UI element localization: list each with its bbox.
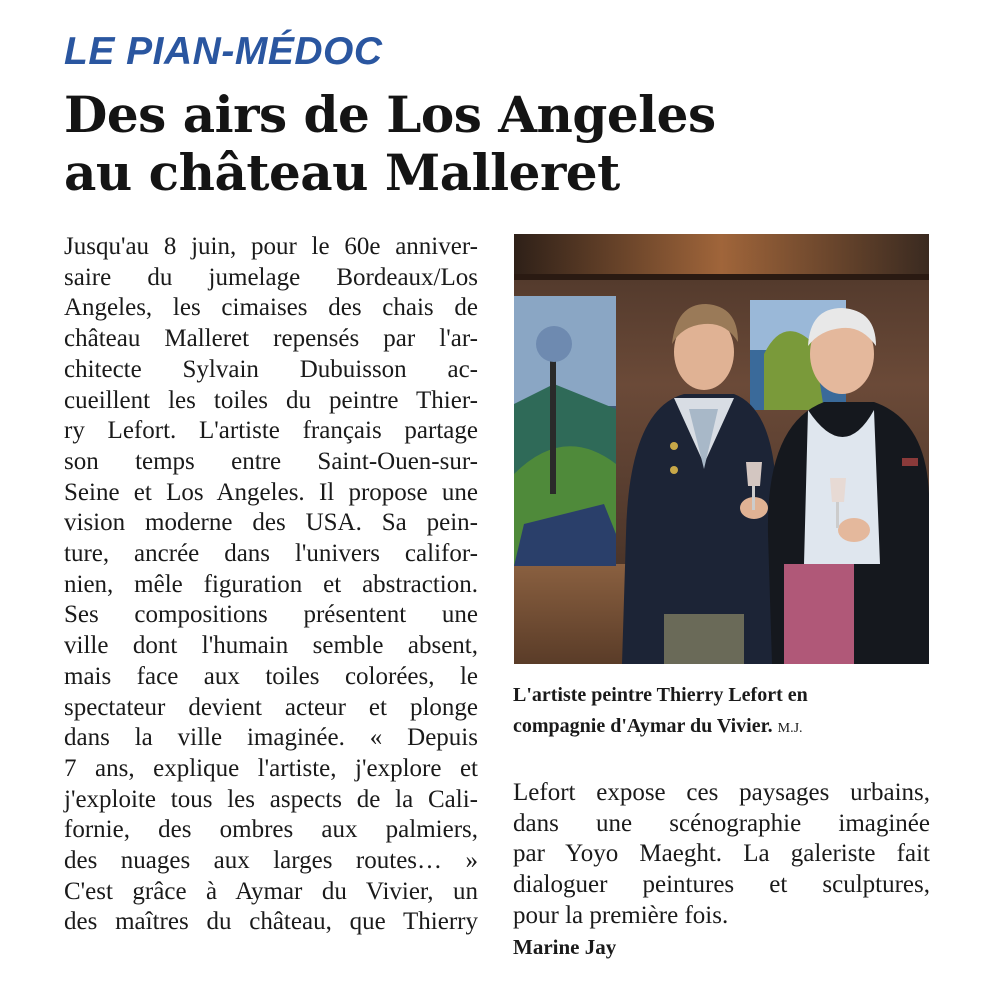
body-line: ture, ancrée dans l'univers califor- [64, 540, 478, 568]
body-line: cueillent les toiles du peintre Thier- [64, 386, 478, 414]
body-line: Angeles, les cimaises des chais de [64, 294, 478, 322]
body-line: ry Lefort. L'artiste français partage [64, 417, 478, 445]
body-line: chitecte Sylvain Dubuisson ac- [64, 355, 478, 383]
body-line: Lefort expose ces paysages urbains, [513, 779, 930, 806]
author-byline: Marine Jay [513, 935, 617, 959]
body-line: Seine et Los Angeles. Il propose une [64, 478, 478, 506]
body-line: spectateur devient acteur et plonge [64, 693, 478, 721]
headline-line-1: Des airs de Los Angeles [64, 85, 716, 144]
body-line: pour la première fois. [513, 901, 729, 929]
body-line: des maîtres du château, que Thierry [64, 908, 478, 936]
photo-caption [513, 680, 933, 744]
body-line: dans une scénographie imaginée [513, 809, 930, 837]
caption-line-2: compagnie d'Aymar du Vivier. [513, 715, 773, 737]
body-line: vision moderne des USA. Sa pein- [64, 509, 478, 537]
body-line: mais face aux toiles colorées, le [64, 662, 478, 690]
body-line: nien, mêle figuration et abstraction. [64, 570, 478, 598]
body-line: ville dont l'humain semble absent, [64, 632, 478, 660]
section-kicker: LE PIAN-MÉDOC [64, 30, 383, 73]
article-photo [514, 234, 929, 664]
body-line: Ses compositions présentent une [64, 601, 478, 629]
body-line: dialoguer peintures et sculptures, [513, 871, 930, 899]
article-body-right-column [513, 778, 930, 932]
body-line: son temps entre Saint-Ouen-sur- [64, 447, 478, 475]
body-line: C'est grâce à Aymar du Vivier, un [64, 877, 478, 905]
body-line: j'exploite tous les aspects de la Cali- [64, 785, 478, 813]
article-body-left-column [64, 232, 478, 938]
body-line: fornie, des ombres aux palmiers, [64, 816, 478, 844]
headline-line-2: au château Malleret [64, 143, 620, 202]
caption-line-1: L'artiste peintre Thierry Lefort en [513, 684, 808, 706]
body-line: 7 ans, explique l'artiste, j'explore et [64, 754, 478, 782]
photo-credit: M.J. [777, 721, 803, 736]
headline [64, 86, 716, 202]
body-line: dans la ville imaginée. « Depuis [64, 724, 478, 752]
body-line: château Malleret repensés par l'ar- [64, 325, 478, 353]
body-line: saire du jumelage Bordeaux/Los [64, 263, 478, 291]
body-line: par Yoyo Maeght. La galeriste fait [513, 840, 930, 868]
body-line: des nuages aux larges routes… » [64, 847, 478, 875]
body-line: Jusqu'au 8 juin, pour le 60e anniver- [64, 233, 478, 260]
